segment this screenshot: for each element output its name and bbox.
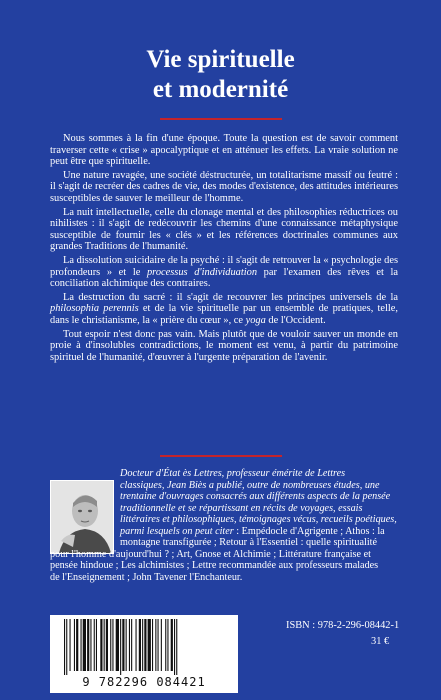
barcode-bar — [104, 619, 105, 671]
barcode-bar — [131, 619, 132, 671]
barcode-bar — [83, 619, 86, 671]
price: 31 € — [371, 636, 390, 647]
blurb-paragraph-4: La dissolution suicidaire de la psyché : il s'agit de retrouver la « psychologie des profondeurs » et le processus d'individuation par l'examen des rêves et la conciliation alchimique des contraires. — [50, 254, 398, 290]
barcode-bar — [90, 619, 91, 671]
barcode-bar — [152, 619, 153, 671]
blurb-paragraph-3: La nuit intellectuelle, celle du clonage mental et des philosophies réductrices ou nihilistes : il s'agit de redécouvrir les chemins d'une connaissance métaphysique susceptible de fournir les « clés » et les références doctrinales communes aux grandes Traditions de l'humanité. — [50, 206, 398, 253]
blurb-paragraph-6: Tout espoir n'est donc pas vain. Mais plutôt que de vouloir sauver un monde en proie à d'insolubles contradictions, le moment est venu, à partir du patrimoine spirituel de l'humanité, d'œuvrer à l'urgente préparation de l'avenir. — [50, 328, 398, 363]
barcode-bar — [139, 619, 141, 671]
barcode-bar — [64, 619, 65, 675]
barcode-bar — [126, 619, 127, 671]
barcode-bar — [76, 619, 78, 671]
barcode-bar — [158, 619, 159, 671]
barcode-bar — [174, 619, 175, 675]
barcode-bar — [155, 619, 156, 671]
barcode-bar — [165, 619, 166, 671]
blurb-paragraph-1: Nous sommes à la fin d'une époque. Toute la question est de savoir comment traverser cette « crise » apocalyptique et en atténuer les effets. La vraie solution ne peut être que spirituelle. — [50, 133, 398, 168]
barcode-bar — [120, 619, 121, 675]
barcode-bar — [129, 619, 130, 671]
isbn: ISBN : 978-2-296-08442-1 — [286, 620, 400, 631]
barcode-bar — [110, 619, 111, 671]
barcode-bar — [176, 619, 177, 675]
barcode-bar — [116, 619, 119, 671]
barcode-bar — [142, 619, 143, 671]
barcode-bar — [144, 619, 146, 671]
barcode-bar — [66, 619, 67, 675]
barcode-bar — [122, 619, 124, 671]
barcode-bar — [70, 619, 71, 671]
book-title-line-1: Vie spirituelle — [146, 46, 295, 73]
barcode-bar — [81, 619, 82, 671]
blurb-paragraph-5: La destruction du sacré : il s'agit de recouvrer les principes universels de la philosophia perennis et de la vie spirituelle par un ensemble de pratiques, telle, dans le christianisme, la « prière du cœur », ce yoga de l'Occident. — [50, 291, 398, 326]
barcode-bar — [136, 619, 137, 671]
blurb-paragraph-2: Une nature ravagée, une société déstructurée, un totalitarisme massif ou feutré : il s'agit de recréer des cadres de vie, des modes d'existence, des attitudes intérieures susceptibles de sauver le meilleur de l'homme. — [50, 169, 398, 204]
barcode-bar — [171, 619, 173, 671]
barcode-bar — [167, 619, 168, 671]
barcode — [50, 615, 238, 693]
barcode-bar — [74, 619, 75, 671]
barcode-bars — [62, 619, 226, 675]
barcode-bar — [96, 619, 97, 671]
barcode-bar — [112, 619, 113, 671]
barcode-bar — [148, 619, 151, 671]
author-bio: Docteur d'État ès Lettres, professeur émérite de Lettres classiques, Jean Biès a publié, outre de nombreuses études, une trentaine d'ouvrages consacrés aux différents aspects de la pensée traditionnelle et se répartissant en récits de voyages, essais littéraires et philosophiques, témoignages vécus, recueils poétiques, parmi lesquels on peut citer : Empédocle d'Agrigente ; Athos : la montagne transfigurée ; Retour à l'Essentiel : quelle spiritualité pour l'homme d'aujourd'hui ? ; Art, Gnose et Alchimie ; Littérature française et pensée hindoue ; Les alchimistes ; Lettre recommandée aux professeurs malades de l'Enseignement ; John Tavener l'Enchanteur. — [50, 468, 397, 583]
book-title-line-2: et modernité — [152, 76, 289, 103]
barcode-bar — [161, 619, 162, 671]
top-divider — [160, 118, 282, 120]
blurb — [50, 133, 398, 363]
barcode-bar — [106, 619, 108, 671]
barcode-bar — [100, 619, 102, 671]
barcode-digits: 9 782296 084421 — [82, 675, 206, 689]
bottom-divider — [160, 455, 282, 457]
barcode-bar — [87, 619, 89, 671]
barcode-bar — [94, 619, 95, 671]
